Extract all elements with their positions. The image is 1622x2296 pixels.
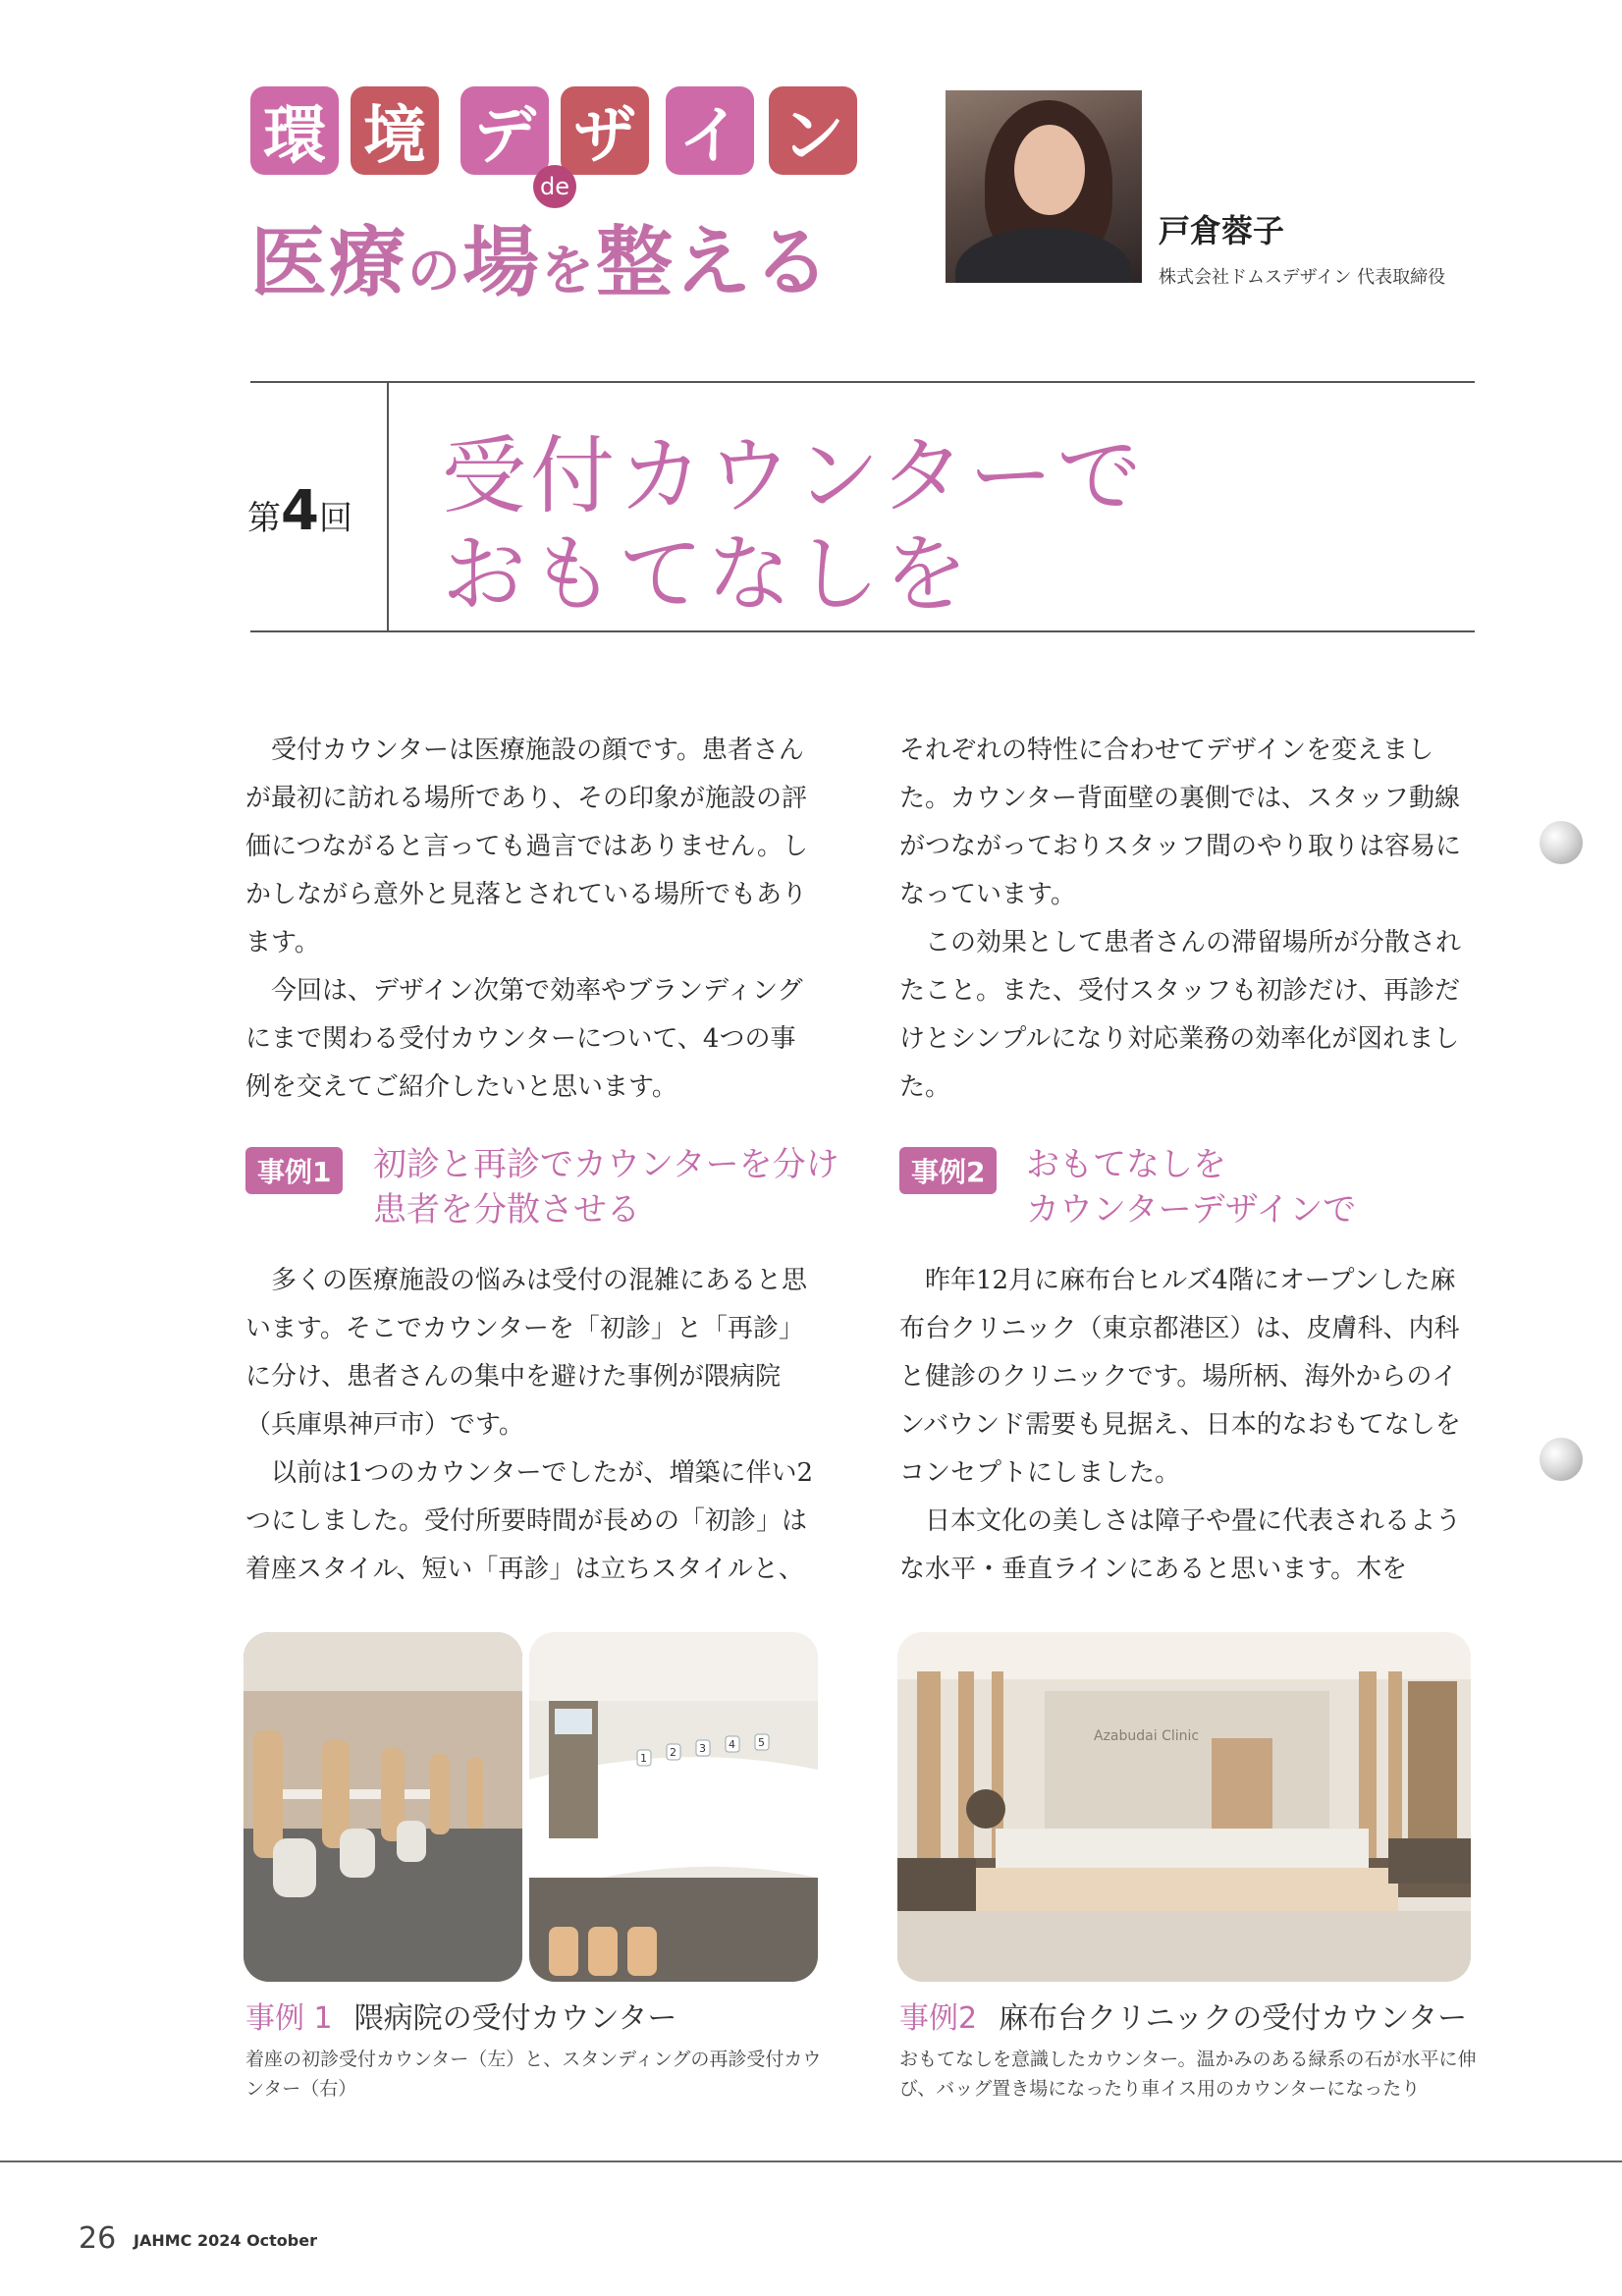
paragraph: それぞれの特性に合わせてデザインを変えました。カウンター背面壁の裏側では、スタッフ動線がつながっておりスタッフ間のやり取りは容易になっています。 [899,736,1462,909]
caption-2-text: おもてなしを意識したカウンター。温かみのある緑系の石が水平に伸び、バッグ置き場になったり車イス用のカウンターになったり [899,2049,1477,2100]
case1-text [245,1257,821,1594]
photo-standing-counter [529,1632,818,1982]
clinic-sign: Azabudai Clinic [1094,1728,1200,1744]
paragraph: 以前は1つのカウンターでしたが、増築に伴い2つにしました。受付所要時間が長めの「初診」は着座スタイル、短い「再診」は立ちスタイルと、 [245,1458,814,1584]
booth-number: 1 [640,1752,647,1765]
case-badge: 事例2 [899,1147,997,1194]
series-tile: 境 [351,86,439,175]
case2-text [899,1257,1475,1594]
paragraph: この効果として患者さんの滞留場所が分散されたこと。また、受付スタッフも初診だけ、再診だけとシンプルになり対応業務の効率化が図れました。 [899,928,1462,1102]
caption-1-text: 着座の初診受付カウンター（左）と、スタンディングの再診受付カウンター（右） [245,2049,822,2100]
booth-number: 4 [729,1738,735,1751]
intro-text [245,727,821,1112]
author-name: 戸倉蓉子 [1159,212,1285,249]
bottom-rule [250,630,1475,632]
paragraph: 多くの医療施設の悩みは受付の混雑にあると思います。そこでカウンターを「初診」と「再診」に分け、患者さんの集中を避けた事例が隈病院（兵庫県神戸市）です。 [245,1266,808,1440]
series-tile: デ [460,86,549,175]
series-subtitle: 医療の場を整える [250,219,833,307]
case2-heading [899,1147,997,1194]
footer-rule [0,2160,1622,2162]
series-tile: 環 [250,86,339,175]
paragraph: 受付カウンターは医療施設の顔です。患者さんが最初に訪れる場所であり、その印象が施設の評価につながると言っても過言ではありません。しかしながら意外と見落とされている場所でもあります。 [245,736,809,957]
paragraph: 日本文化の美しさは障子や畳に代表されるような水平・垂直ラインにあると思います。木を [899,1506,1462,1584]
case-badge: 事例1 [245,1147,343,1194]
binding-hole [1540,821,1583,864]
paragraph: 昨年12月に麻布台ヒルズ4階にオープンした麻布台クリニック（東京都港区）は、皮膚科、内科と健診のクリニックです。場所柄、海外からのインバウンド需要も見据え、日本的なおもてなしをコンセプトにしました。 [899,1266,1461,1488]
booth-number: 3 [699,1742,706,1755]
top-rule [250,381,1475,383]
photo-azabudai-counter [897,1632,1471,1982]
article-title-line-1: 受付カウンターで [442,427,1146,525]
author-portrait [946,90,1142,283]
heading-divider [387,383,389,630]
episode-label: 第4回 [247,479,352,543]
author-title: 株式会社ドムスデザイン 代表取締役 [1159,267,1446,288]
series-tile: ザ [561,86,649,175]
binding-hole [1540,1438,1583,1481]
journal-name: JAHMC 2024 October [134,2231,317,2250]
case1-heading [245,1147,343,1194]
de-connector-badge: de [533,165,576,208]
case1-title: 初診と再診でカウンターを分け 患者を分散させる [373,1145,839,1230]
photo-seated-counter [243,1632,522,1982]
booth-number: 5 [758,1736,765,1749]
booth-number: 2 [670,1746,676,1759]
paragraph: 今回は、デザイン次第で効率やブランディングにまで関わる受付カウンターについて、4つの事例を交えてご紹介したいと思います。 [245,976,803,1102]
caption-2-title: 事例2 麻布台クリニックの受付カウンター [899,2001,1468,2036]
caption-1-title: 事例 1 隈病院の受付カウンター [245,2001,677,2036]
page-number: 26 [79,2221,117,2256]
article-title-line-2: おもてなしを [442,525,972,624]
case1-continued-text [899,727,1475,1112]
series-tile: イ [666,86,754,175]
case2-title: おもてなしを カウンターデザインで [1026,1145,1357,1230]
series-tile: ン [769,86,857,175]
